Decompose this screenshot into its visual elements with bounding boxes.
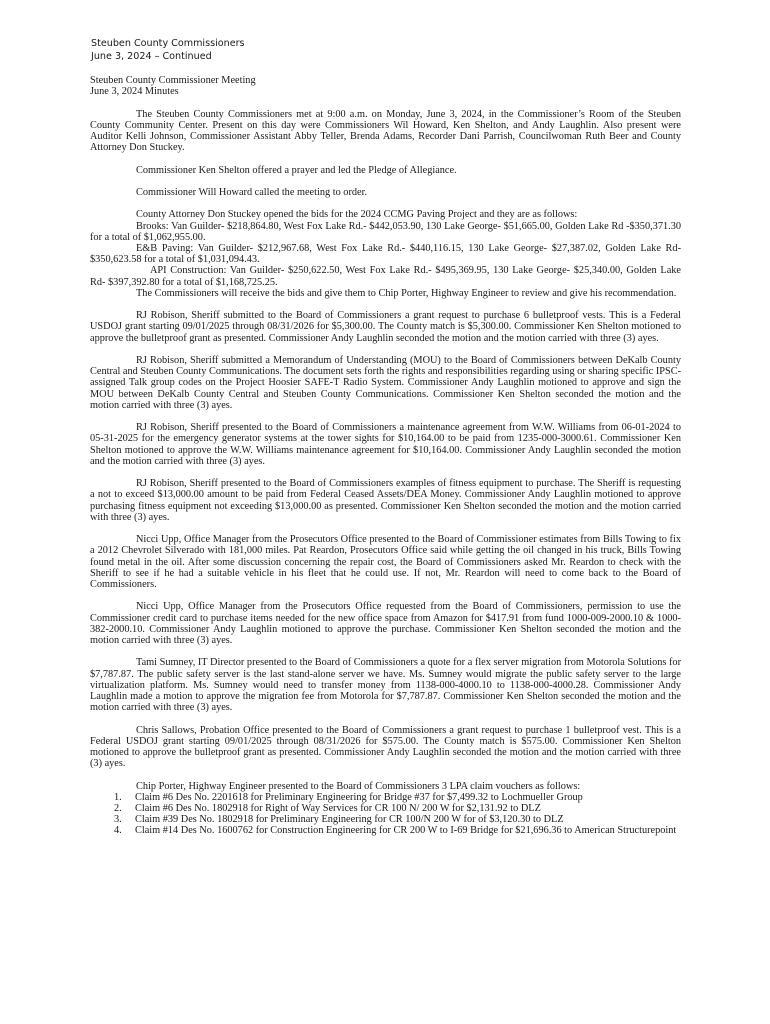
list-item-text: Claim #14 Des No. 1600762 for Construction Engineering for CR 200 W to I-69 Bridge for $21,696.36 to American Structurepoint [135, 825, 677, 837]
minutes-body [90, 75, 681, 837]
paragraph-it-server: Tami Sumney, IT Director presented to the Board of Commissioners a quote for a flex server migration from Motorola Solutions for $7,787.87. The public safety server is the last stand-alone server we have. Ms. Sumney would migrate the public safety server to the large virtualization platform. Ms. Sumney would need to transfer money from 1138-000-4000.10 to 1138-000-4000.28. Commissioner Andy Laughlin made a motion to approve the migration fee from Motorola for $7,787.87. Commissioner Ken Shelton seconded the motion and the motion carried with three (3) ayes. [90, 657, 681, 714]
paragraph-sheriff-mou: RJ Robison, Sheriff submitted a Memorandum of Understanding (MOU) to the Board of Commissioners between DeKalb County Central and Steuben County Communications. The document sets forth the rights and responsibilities regarding using or sharing specific IPSC-assigned Talk group codes on the Project Hoosier SAFE-T Radio System. Commissioner Andy Laughlin motioned to approve and sign the MOU between DeKalb County Central and Steuben County Communications. Commissioner Ken Shelton seconded the motion and the motion carried with three (3) ayes. [90, 354, 681, 411]
paragraph-bids-intro: County Attorney Don Stuckey opened the bids for the 2024 CCMG Paving Project and they are as follows: [136, 209, 578, 221]
list-item-number: 4. [114, 825, 122, 837]
running-header [91, 37, 245, 63]
paragraph-call-to-order: Commissioner Will Howard called the meeting to order. [136, 186, 368, 198]
header-title: Steuben County Commissioners [91, 38, 245, 49]
paragraph-sheriff-fitness: RJ Robison, Sheriff presented to the Board of Commissioners examples of fitness equipment to purchase. The Sheriff is requesting a not to exceed $13,000.00 amount to be paid from Federal Ceased Assets/DEA Money. Commissioner Andy Laughlin motioned to approve purchasing fitness equipment not exceeding $13,000.00 as presented. Commissioner Ken Shelton seconded the motion and the motion carried with three (3) ayes. [90, 478, 681, 523]
list-item-number: 1. [114, 791, 122, 803]
paragraph-bid-eb-paving: E&B Paving: Van Guilder- $212,967.68, West Fox Lake Rd.- $440,116.15, 130 Lake George- $27,387.02, Golden Lake Rd- $350,623.58 for a total of $1,031,094.43. [90, 242, 681, 266]
list-item [90, 792, 681, 803]
paragraph-claims-intro: Chip Porter, Highway Engineer presented to the Board of Commissioners 3 LPA claim vouchers as follows: [136, 780, 581, 792]
paragraph-prayer: Commissioner Ken Shelton offered a prayer and led the Pledge of Allegiance. [136, 164, 457, 176]
document-subtitle: June 3, 2024 Minutes [90, 86, 179, 98]
paragraph-sheriff-vests: RJ Robison, Sheriff submitted to the Board of Commissioners a grant request to purchase 6 bulletproof vests. This is a Federal USDOJ grant starting 09/01/2025 through 08/31/2026 for $5,300.00. The County match is $5,300.00. Commissioner Ken Shelton motioned to approve the bulletproof grant as presented. Commissioner Andy Laughlin seconded the motion and the motion carried with three (3) ayes. [90, 310, 681, 344]
paragraph-prosecutor-towing: Nicci Upp, Office Manager from the Prosecutors Office presented to the Board of Commissioner estimates from Bills Towing to fix a 2012 Chevrolet Silverado with 181,000 miles. Pat Reardon, Prosecutors Office said while getting the oil changed in his truck, Bills Towing found metal in the oil. After some discussion concerning the repair cost, the Board of Commissioners asked Mr. Reardon to check with the Sheriff to see if he had a suitable vehicle in his fleet that he could use. If not, Mr. Reardon will need to come back to the Board of Commissioners. [90, 534, 681, 590]
paragraph-sheriff-maintenance: RJ Robison, Sheriff presented to the Board of Commissioners a maintenance agreement from W.W. Williams from 06-01-2024 to 05-31-2025 for the emergency generator systems at the tower sights for $10,164.00 to be paid from 1235-000-3000.61. Commissioner Ken Shelton motioned to approve the W.W. Williams maintenance agreement for $10,164.00. Commissioner Andy Laughlin seconded the motion and the motion carried with three (3) ayes. [90, 422, 681, 467]
header-date: June 3, 2024 – Continued [91, 51, 212, 62]
list-item-number: 2. [114, 803, 122, 814]
document-title: Steuben County Commissioner Meeting [90, 75, 256, 86]
paragraph-probation-vest: Chris Sallows, Probation Office presented to the Board of Commissioners a grant request to purchase 1 bulletproof vest. This is a Federal USDOJ grant starting 09/01/2025 through 08/31/2026 for $575.00. The County match is $575.00. Commissioner Ken Shelton motioned to approve the bulletproof grant as presented. Commissioner Andy Laughlin seconded the motion and the motion carried with three (3) ayes. [90, 724, 681, 770]
list-item-text: Claim #39 Des No. 1802918 for Preliminary Engineering for CR 100/N 200 W for of $3,120.30 to DLZ [135, 814, 564, 826]
list-item [90, 803, 681, 814]
paragraph-opening: The Steuben County Commissioners met at 9:00 a.m. on Monday, June 3, 2024, in the Commissioner’s Room of the Steuben County Community Center. Present on this day were Commissioners Wil Howard, Ken Shelton, and Andy Laughlin. Also present were Auditor Kelli Johnson, Commissioner Assistant Abby Teller, Brenda Adams, Recorder Dani Parrish, Councilwoman Ruth Beer and County Attorney Don Stuckey. [90, 108, 681, 154]
list-item-text: Claim #6 Des No. 2201618 for Preliminary Engineering for Bridge #37 for $7,499.32 to Lochmueller Group [135, 791, 583, 803]
list-item [90, 814, 681, 825]
paragraph-bids-close: The Commissioners will receive the bids and give them to Chip Porter, Highway Engineer to review and give his recommendation. [136, 287, 677, 299]
list-item [90, 825, 681, 836]
paragraph-bid-brooks: Brooks: Van Guilder- $218,864.80, West Fox Lake Rd.- $442,053.90, 130 Lake George- $51,665.00, Golden Lake Rd -$350,371.30 for a total of $1,062,955.00. [90, 220, 681, 243]
list-item-text: Claim #6 Des No. 1802918 for Right of Way Services for CR 100 N/ 200 W for $2,131.92 to DLZ [135, 803, 541, 814]
paragraph-bid-api: API Construction: Van Guilder- $250,622.50, West Fox Lake Rd.- $495,369.95, 130 Lake George- $25,340.00, Golden Lake Rd- $397,392.80 for a total of $1,168,725.25. [90, 265, 681, 288]
claims-list [90, 792, 681, 837]
paragraph-prosecutor-credit-card: Nicci Upp, Office Manager from the Prosecutors Office requested from the Board of Commissioners, permission to use the Commissioner credit card to purchase items needed for the new office space from Amazon for $417.91 from fund 1000-009-2000.10 & 1000-382-2000.10. Commissioner Andy Laughlin motioned to approve the purchase. Commissioner Ken Shelton seconded the motion and the motion carried with three (3) ayes. [90, 601, 681, 646]
list-item-number: 3. [114, 814, 122, 826]
